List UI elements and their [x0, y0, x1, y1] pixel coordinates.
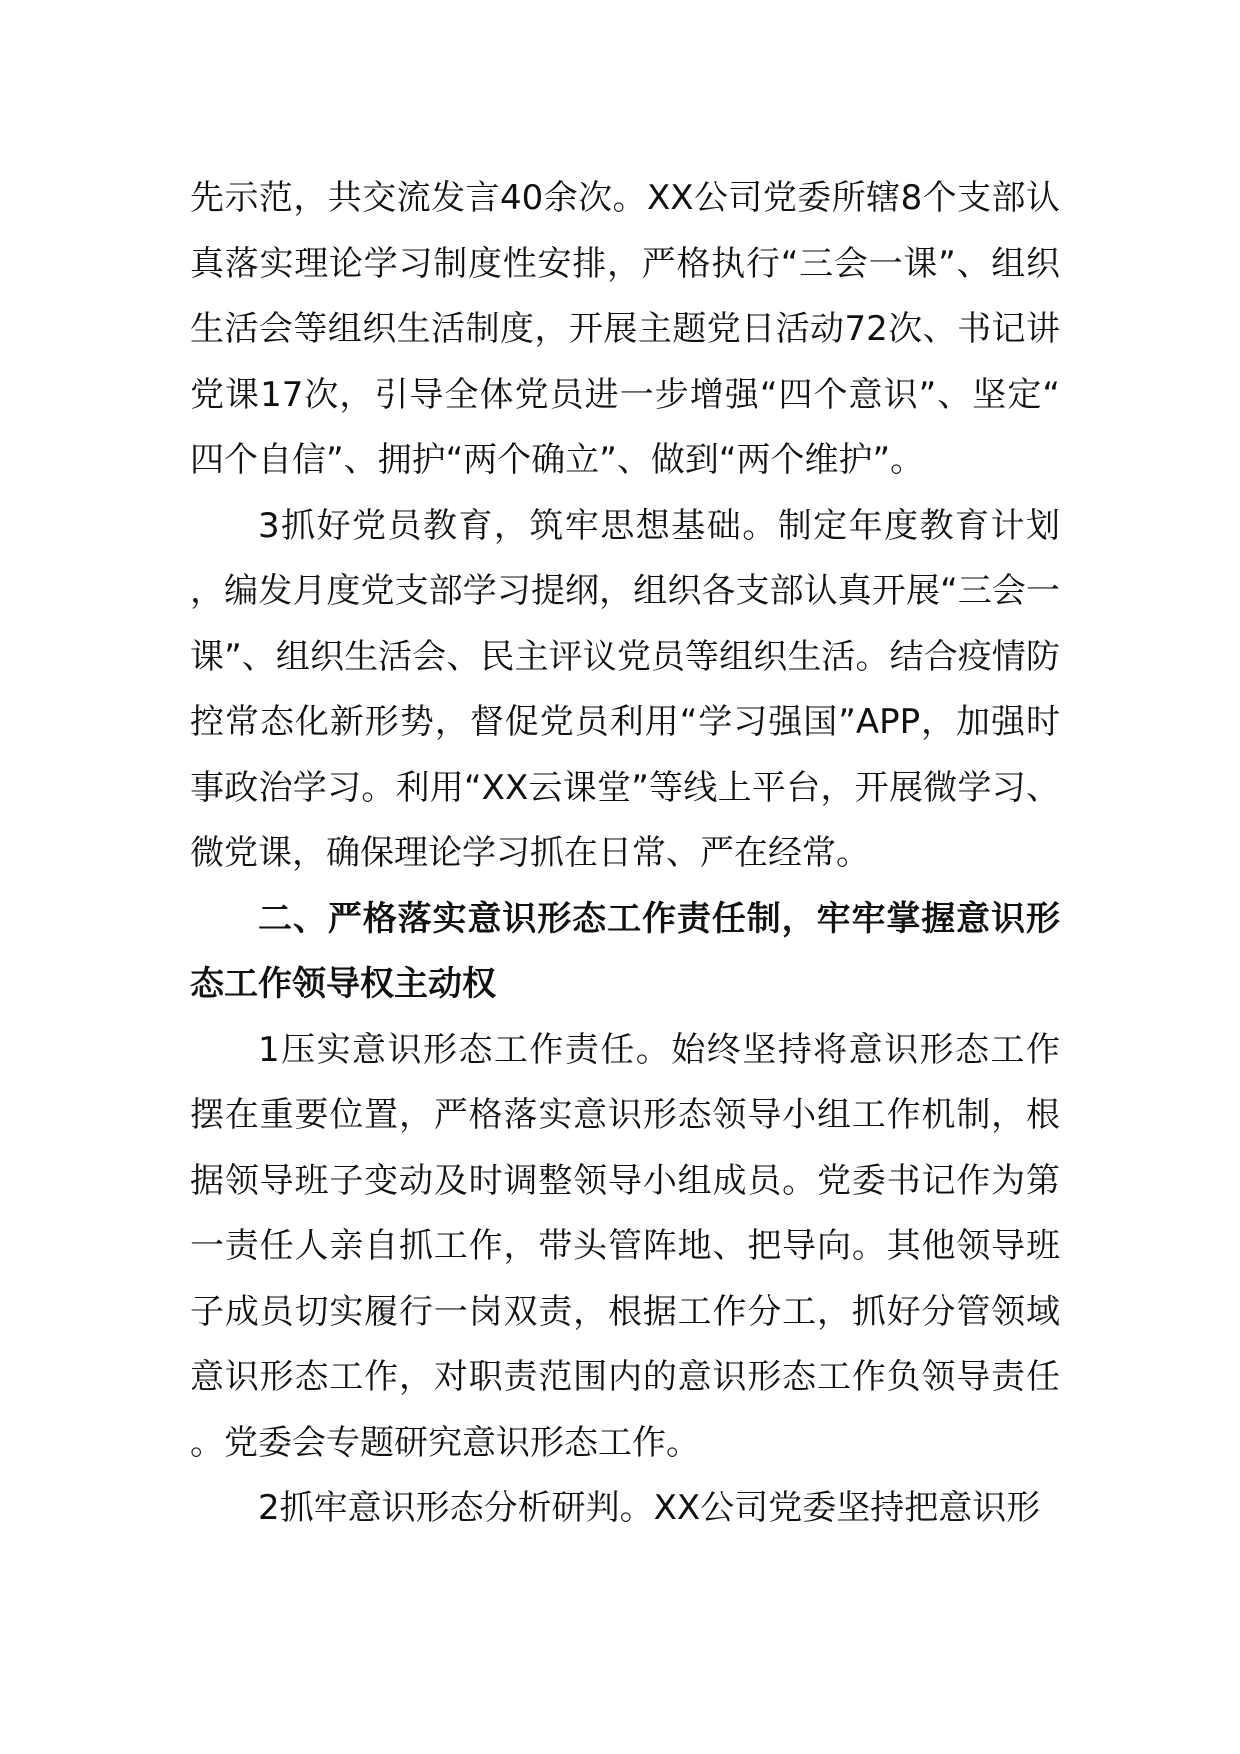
- paragraph-ideology-analysis: 2抓牢意识形态分析研判。XX公司党委坚持把意识形: [258, 1488, 1041, 1528]
- document-page: [190, 166, 1060, 1542]
- paragraph-ideology-responsibility: 1压实意识形态工作责任。始终坚持将意识形态工作摆在重要位置，严格落实意识形态领导小组工作机制，根据领导班子变动及时调整领导小组成员。党委书记作为第一责任人亲自抓工作，带头管阵地、把导向。其他领导班子成员切实履行一岗双责，根据工作分工，抓好分管领域意识形态工作，对职责范围内的意识形态工作负领导责任。党委会专题研究意识形态工作。: [190, 1029, 1060, 1463]
- section-heading: 二、严格落实意识形态工作责任制，牢牢掌握意识形态工作领导权主动权: [190, 898, 1060, 1004]
- paragraph-party-member-education: 3抓好党员教育，筑牢思想基础。制定年度教育计划，编发月度党支部学习提纲，组织各支部认真开展“三会一课”、组织生活会、民主评议党员等组织生活。结合疫情防控常态化新形势，督促党员利用“学习强国”APP，加强时事政治学习。利用“XX云课堂”等线上平台，开展微学习、微党课，确保理论学习抓在日常、严在经常。: [190, 505, 1060, 873]
- paragraph-continuation: 先示范，共交流发言40余次。XX公司党委所辖8个支部认真落实理论学习制度性安排，严格执行“三会一课”、组织生活会等组织生活制度，开展主题党日活动72次、书记讲党课17次，引导全体党员进一步增强“四个意识”、坚定“四个自信”、拥护“两个确立”、做到“两个维护”。: [190, 178, 1060, 480]
